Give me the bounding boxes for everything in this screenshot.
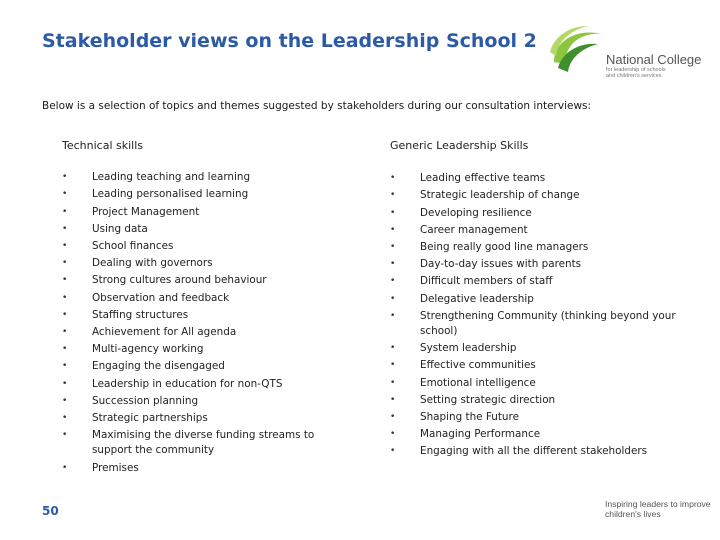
logo-name: National College xyxy=(606,52,702,67)
page-number: 50 xyxy=(42,504,59,518)
technical-skills-heading: Technical skills xyxy=(62,139,144,152)
generic-skills-heading: Generic Leadership Skills xyxy=(390,139,529,152)
technical-skills-column xyxy=(62,137,332,478)
list-item: • Multi-agency working xyxy=(62,342,332,357)
list-item: • Using data xyxy=(62,222,332,237)
list-item: • Leading teaching and learning xyxy=(62,170,332,185)
list-item: • Developing resilience xyxy=(390,206,695,221)
list-item: • Strategic leadership of change xyxy=(390,188,695,203)
list-item: • Observation and feedback xyxy=(62,291,332,306)
list-item: • Engaging with all the different stakeholders xyxy=(390,444,695,459)
list-item: • Maximising the diverse funding streams to support the community xyxy=(62,428,332,458)
list-item: • Delegative leadership xyxy=(390,292,695,307)
list-item: • Strengthening Community (thinking beyond your school) xyxy=(390,309,695,339)
list-item: • Difficult members of staff xyxy=(390,274,695,289)
page-title: Stakeholder views on the Leadership School 2 xyxy=(42,30,537,52)
intro-text: Below is a selection of topics and themes suggested by stakeholders during our consultation interviews: xyxy=(42,100,592,112)
national-college-logo xyxy=(548,22,708,82)
list-item: • Strong cultures around behaviour xyxy=(62,273,332,288)
list-item: • Leading effective teams xyxy=(390,171,695,186)
list-item: • Emotional intelligence xyxy=(390,376,695,391)
list-item: • Engaging the disengaged xyxy=(62,359,332,374)
list-item: • Setting strategic direction xyxy=(390,393,695,408)
list-item: • Dealing with governors xyxy=(62,256,332,271)
list-item: • System leadership xyxy=(390,341,695,356)
generic-skills-column xyxy=(390,137,695,462)
logo-subtitle: for leadership of schools and children's services xyxy=(606,67,666,79)
list-item: • Project Management xyxy=(62,205,332,220)
list-item: • Career management xyxy=(390,223,695,238)
list-item: • Achievement for All agenda xyxy=(62,325,332,340)
list-item: • Being really good line managers xyxy=(390,240,695,255)
list-item: • Effective communities xyxy=(390,358,695,373)
list-item: • Shaping the Future xyxy=(390,410,695,425)
list-item: • Staffing structures xyxy=(62,308,332,323)
list-item: • Succession planning xyxy=(62,394,332,409)
list-item: • Managing Performance xyxy=(390,427,695,442)
generic-skills-list xyxy=(390,171,695,459)
tagline: Inspiring leaders to improve children's lives xyxy=(605,499,711,519)
list-item: • Leading personalised learning xyxy=(62,187,332,202)
swoosh-logo-icon xyxy=(548,22,608,82)
list-item: • School finances xyxy=(62,239,332,254)
list-item: • Leadership in education for non-QTS xyxy=(62,377,332,392)
list-item: • Premises xyxy=(62,461,332,476)
technical-skills-list xyxy=(62,170,332,476)
list-item: • Strategic partnerships xyxy=(62,411,332,426)
list-item: • Day-to-day issues with parents xyxy=(390,257,695,272)
